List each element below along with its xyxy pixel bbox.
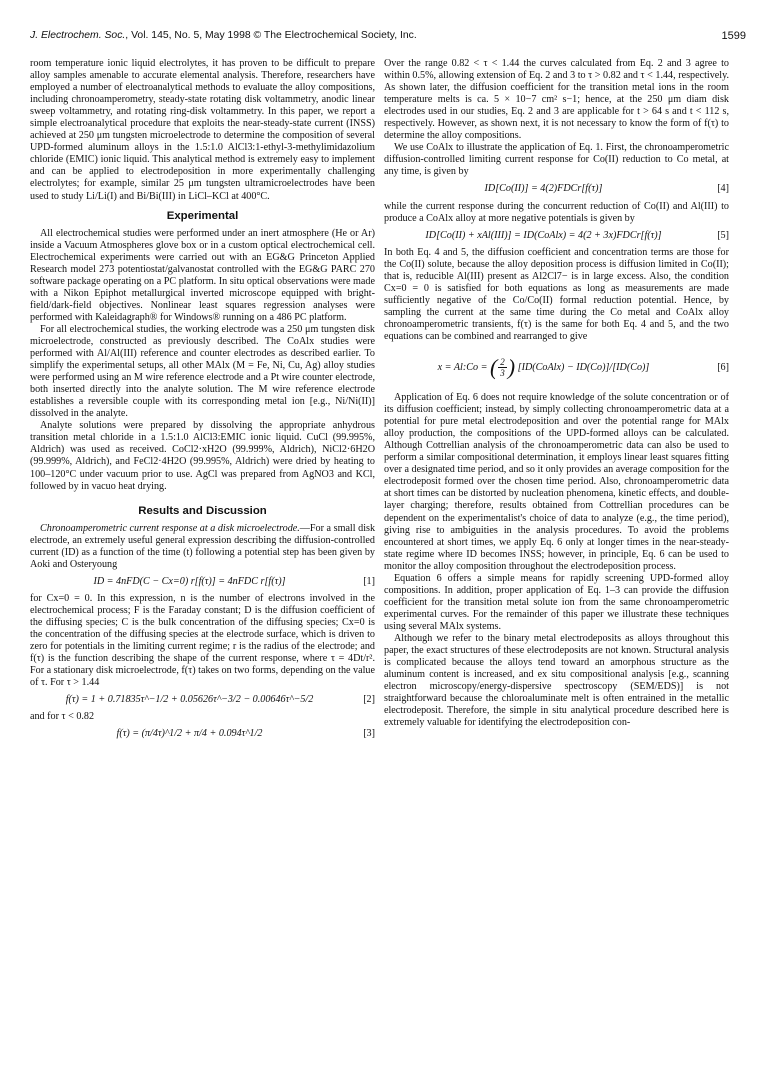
intro-paragraph: room temperature ionic liquid electrolytes, it has proven to be difficult to prepare alloy samples amenable to accurate elemental analysis. Therefore, researchers have employed a number of electroanalytical methods to evaluate the alloy compositions, including chronoamperometry, steady-state rotating disk voltammetry, anodic linear sweep voltammetry, and rotating ring-disk voltammetry. In this paper, we report a simple electroanalytical procedure that exploits the near-steady-state current (INSS) achieved at 250 μm tungsten microelectrode to determine the composition of several UPD-formed aluminum alloys in the 1.5:1.0 AlCl3:1-ethyl-3-methylimidazolium chloride (EMIC) ionic liquid. This analytical method is extremely easy to implement and can be applied to electrodeposition in more experimentally challenging electrolytes; for example, similar 25 μm tungsten ultramicroelectrodes have been used to study Li/Li(I) and Bi/Bi(III) in LiCl–KCl at 400°C.: [30, 58, 375, 202]
equation-6-body: x = Al:Co = ( $\frac{2}{3}$ ) [ID(CoAlx) − ID(Co)]/[ID(Co)]: [437, 354, 650, 380]
running-head: [30, 30, 417, 41]
journal-name: J. Electrochem. Soc.: [30, 30, 126, 41]
experimental-paragraph-3: Analyte solutions were prepared by dissolving the appropriate anhydrous transition metal chloride in a 1.5:1.0 AlCl3:EMIC ionic liquid. CuCl (99.995%, Aldrich) was used as received. CoCl2·xH2O (99.999%, Aldrich), NiCl2·6H2O (99.999%, Aldrich), and FeCl2·4H2O (99.995%, Aldrich) were dried by heating to 100–120°C under vacuum prior to use. AgCl was prepared from AgNO3 and KCl, followed by in vacuo heat drying.: [30, 420, 375, 492]
equation-2-body: f(τ) = 1 + 0.71835τ^−1/2 + 0.05626τ^−3/2 − 0.00646τ^−5/2: [65, 694, 314, 706]
right-paragraph-7: Although we refer to the binary metal electrodeposits as alloys throughout this paper, the exact structures of these electrodeposits are not known. Structural analysis is complicated because the alloys tend toward an amorphous structure as the aluminum content is increased, and ex situ compositional analysis [e.g., scanning electron microscopy/energy-dispersive spectroscopy (SEM/EDS)] is not straightforward because the chloroaluminate melt is often entrained in the metallic electrodeposit. Therefore, the simple in situ analytical procedure described here is extremely valuable for identifying the electrodeposition con-: [384, 632, 729, 729]
results-paragraph-2: for Cx=0 = 0. In this expression, n is the number of electrons involved in the electrochemical process; F is the Faraday constant; D is the diffusion coefficient of the diffusing species; C is the bulk concentration of the diffusing species; Cx=0 is the concentration of the diffusing species at the electrode surface, which is driven to zero for potentials in the limiting current regime; r is the radius of the electrode; and f(τ) is the function describing the shape of the current response, where τ = 4Dt/r². For a stationary disk microelectrode, f(τ) takes on two forms, depending on the value of τ. For τ > 1.44: [30, 592, 375, 689]
results-paragraph-1-text: —For a small disk electrode, an extremely useful general expression describing the diffusion-controlled current (ID) as a function of the time (t) following a potential step has been given by Aoki and Osteryoung: [30, 522, 376, 570]
experimental-paragraph-1: All electrochemical studies were performed under an inert atmosphere (He or Ar) inside a Vacuum Atmospheres glove box or in a custom optical electrochemical cell. Electrochemical experiments were carried out with an EG&G Princeton Applied Research model 273 potentiostat/galvanostat controlled with the EG&G PARC 270 software package operating on a PC platform. In situ optical observations were made with a Nikon Epiphot metallurgical inverted microscope equipped with bright-field/dark-field objectives. Nonlinear least squares regression analyses were performed with Kaleidagraph® for Windows® running on a 486 PC platform.: [30, 227, 375, 323]
equation-5-body: ID[Co(II) + xAl(III)] = ID(CoAlx) = 4(2 + 3x)FDCr[f(τ)]: [425, 229, 662, 241]
right-paragraph-5: Application of Eq. 6 does not require knowledge of the solute concentration or of its diffusion coefficient; instead, by simply collecting chronoamperometric data at a potential for pure metal electrodeposition and over the potential range for MAlx alloy production, the compositions of the UPD-formed alloys can be calculated. Although Cottrellian analysis of the chronoamperometric data can also be used to perform a similar compositional determination, it employs linear least squares fitting over a designated time period, and so it only provides an average composition for the electrodeposit formed over the chosen time period. Also, chronoamperometric data at short times can be distorted by nucleation phenomena, kinetic effects, and double-layer charging; therefore, results obtained from Cottrellian procedures can be dependent on the experimentalist's choice of data to analyze (e.g., the time period), giving rise to ambiguities in the analysis procedures. To avoid the problems encountered at short times, we apply Eq. 6 only at longer times in the near-steady-state regime where ID becomes INSS; however, in principle, Eq. 6 can be used to monitor the alloy composition throughout the electrodeposition process.: [384, 392, 729, 572]
equation-6-numerator: 2: [500, 357, 505, 368]
equation-2-number: [2]: [363, 694, 375, 706]
equation-4-body: ID[Co(II)] = 4(2)FDCr[f(τ)]: [484, 183, 603, 195]
equation-2: [30, 694, 375, 706]
results-paragraph-1: [30, 523, 375, 571]
equation-6-number: [6]: [717, 361, 729, 373]
equation-3: [30, 728, 375, 740]
equation-1-body: ID = 4nFD(C − Cx=0) r[f(τ)] = 4nFDC r[f(τ)]: [93, 575, 286, 587]
right-paragraph-3: while the current response during the concurrent reduction of Co(II) and Al(III) to produce a CoAlx alloy at more negative potentials is given by: [384, 200, 729, 224]
equation-1: [30, 576, 375, 588]
page-number: 1599: [721, 30, 746, 42]
right-paragraph-4: In both Eq. 4 and 5, the diffusion coefficient and concentration terms are those for the Co(II) solute, because the alloy deposition process is diffusion limited in Co(II); that is, reducible Al(III) present as Al2Cl7− is in large excess. Also, the condition Cx=0 = 0 is satisfied for both equations as long as measurements are made sufficiently negative of the Co/Co(II) formal reduction potential. Hence, by sampling the current at the same time during the Co metal and CoAlx alloy chronoamperometric transients, f(τ) is the same for both Eq. 4 and 5, and the two equations can be combined and rearranged to give: [384, 246, 729, 342]
equation-4: [384, 183, 729, 195]
section-heading-results: Results and Discussion: [138, 504, 267, 517]
equation-3-number: [3]: [363, 728, 375, 740]
equation-6-lhs: x = Al:Co =: [437, 361, 488, 373]
equation-6-rhs: [ID(CoAlx) − ID(Co)]/[ID(Co)]: [517, 361, 650, 373]
equation-5: [384, 230, 729, 242]
equation-6-fraction: [498, 357, 507, 378]
right-paragraph-6: Equation 6 offers a simple means for rapidly screening UPD-formed alloy compositions. In addition, proper application of Eq. 1–3 can provide the diffusion coefficient for the transition metal solute ion from the same chronoamperometric experimental curves. For the remainder of this paper we illustrate these techniques using several MAlx systems.: [384, 572, 729, 632]
equation-3-body: f(τ) = (π/4τ)^1/2 + π/4 + 0.094τ^1/2: [116, 728, 263, 740]
right-paragraph-2: We use CoAlx to illustrate the application of Eq. 1. First, the chronoamperometric diffusion-controlled limiting current response for Co(II) reduction to Co metal, at any time, is given by: [384, 142, 729, 178]
journal-citation: , Vol. 145, No. 5, May 1998 © The Electrochemical Society, Inc.: [125, 30, 417, 41]
results-subheading: Chronoamperometric current response at a disk microelectrode.: [40, 522, 300, 534]
right-column: [384, 58, 729, 729]
equation-4-number: [4]: [717, 183, 729, 195]
left-column: [30, 58, 375, 745]
section-heading-experimental: Experimental: [166, 209, 239, 222]
equation-1-number: [1]: [363, 575, 375, 587]
results-paragraph-3: and for τ < 0.82: [30, 711, 95, 723]
equation-6-denominator: 3: [500, 368, 505, 379]
equation-5-number: [5]: [717, 229, 729, 241]
right-paragraph-1: Over the range 0.82 < τ < 1.44 the curves calculated from Eq. 2 and 3 agree to within 0.5%, allowing extension of Eq. 2 and 3 to τ > 0.82 and τ < 1.44, respectively. As shown later, the diffusion coefficient for the transition metal ions in the room temperature melts is ca. 5 × 10−7 cm² s−1; hence, at the 250 μm diam disk electrodes used in our studies, Eq. 2 and 3 are applicable for t > 64 s and t < 112 s, respectively. However, as shown next, it is not necessary to know the form of f(τ) to determine the alloy compositions.: [384, 58, 729, 142]
equation-6: [384, 354, 729, 380]
experimental-paragraph-2: For all electrochemical studies, the working electrode was a 250 μm tungsten disk microelectrode, constructed as previously described. The CoAlx studies were performed with Al/Al(III) reference and counter electrodes as described earlier. To simplify the experimental setups, all other MAlx (M = Fe, Ni, Cu, Ag) alloy studies were performed using an M wire reference electrode and a Pt wire counter electrode, both inserted directly into the analyte solution. The M wire reference electrode establishes a reversible couple with its corresponding metal ion [e.g., Ni/Ni(II)] dissolved in the analyte.: [30, 323, 375, 420]
